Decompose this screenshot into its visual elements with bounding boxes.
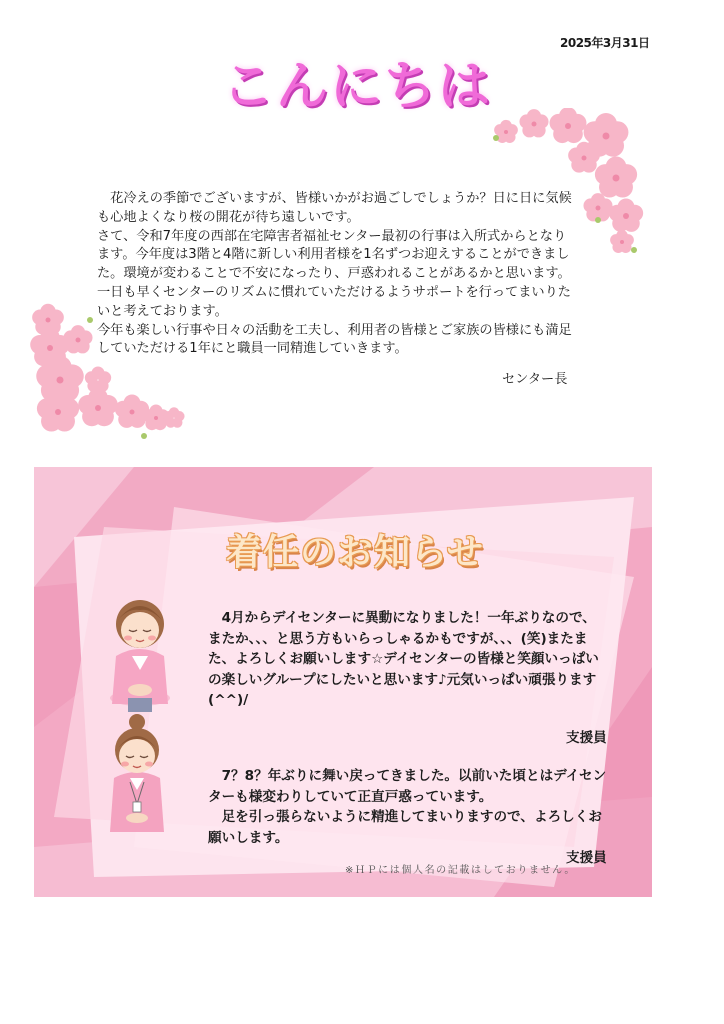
staff-illustration-2 bbox=[106, 712, 168, 836]
page-title: こんにちは bbox=[222, 57, 493, 117]
greeting-paragraph-2: さて、令和7年度の西部在宅障害者福祉センター最初の行事は入所式からとなります。今年度は3階と4階に新しい利用者様を1名ずつお迎えすることができました。環境が変わることで不安になったり、戸惑われることがあるかと思います。一日も早くセンターのリズムに慣れていただけるようサポートを行ってまいりたいと考えております。 bbox=[97, 228, 571, 319]
staff-role-2: 支援員 bbox=[566, 850, 607, 866]
greeting-body bbox=[97, 190, 579, 359]
privacy-disclaimer: ※ＨＰには個人名の記載はしておりません。 bbox=[345, 865, 576, 876]
greeting-signer: センター長 bbox=[502, 372, 568, 387]
staff-message-2 bbox=[208, 766, 608, 848]
staff-message-1 bbox=[208, 608, 608, 711]
staff-message-2-line-1: 7？8？年ぶりに舞い戻ってきました。以前いた頃とはデイセンターも様変わりしていて正直戸惑っています。 bbox=[208, 768, 607, 805]
notice-title: 着任のお知らせ bbox=[226, 532, 484, 573]
staff-message-1-text: 4月からデイセンターに異動になりました！一年ぶりなので、またか、、、と思う方もいらっしゃるかもですが、、、(笑)またまた、よろしくお願いします☆デイセンターの皆様と笑顔いっぱいの楽しいグループにしたいと思います♪元気いっぱい頑張ります(^^)/ bbox=[208, 610, 599, 708]
staff-illustration-1 bbox=[102, 586, 178, 714]
greeting-paragraph-3: 今年も楽しい行事や日々の活動を工夫し、利用者の皆様とご家族の皆様にも満足していただける1年にと職員一同精進していきます。 bbox=[97, 322, 572, 357]
greeting-paragraph-1: 花冷えの季節でございますが、皆様いかがお過ごしでしょうか？日に日に気候も心地よくなり桜の開花が待ち遠しいです。 bbox=[97, 191, 572, 225]
staff-role-1: 支援員 bbox=[566, 730, 607, 746]
issue-date: 2025年3月31日 bbox=[560, 36, 650, 50]
staff-message-2-line-2: 足を引っ張らないように精進してまいりますので、よろしくお願いします。 bbox=[208, 809, 602, 846]
